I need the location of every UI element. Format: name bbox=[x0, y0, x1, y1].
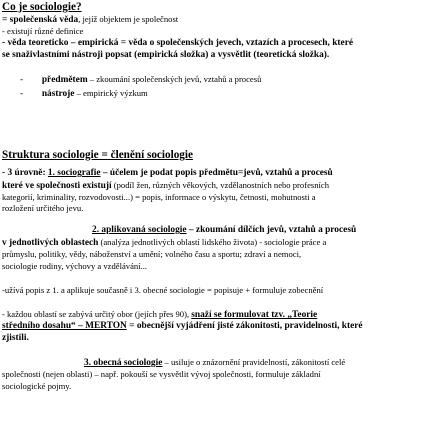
section-title-struktura: Struktura sociologie = členění sociologie bbox=[2, 149, 193, 161]
aplikovana-rest: (analýza jednotlivých oblastí lidského života) - sociologie práce a bbox=[98, 237, 327, 247]
definition-line-3: - věda teoreticko – empirická = věda o společenských jevech, vztazích a procesech, které bbox=[2, 38, 354, 48]
aplikovana-desc: – zkoumání dílčích jevů, vztahů a procesů bbox=[186, 225, 357, 235]
bullet-item-predmet bbox=[20, 75, 261, 86]
uziva-popis-line: -užívá popis z 1. a aplikuje současně i 3. obecné sociologie = popisuje + formuluje zobecnění bbox=[2, 285, 324, 295]
aplikovana-line-2 bbox=[2, 238, 326, 249]
sociografie-line-2 bbox=[2, 181, 329, 192]
obor-prefix: - každou oblastí se zabývá určitý obor (jejích přes 90), bbox=[2, 309, 192, 319]
merton-desc: = obecnější vyjádření jisté zákonitosti, pravidelnosti, které bbox=[126, 321, 363, 331]
obecna-line-3: sociologické pojmy. bbox=[2, 381, 72, 391]
definition-rest: , jejíž objektem je společnost bbox=[78, 14, 179, 24]
obecna-heading: 3. obecná sociologie bbox=[84, 358, 163, 368]
sociografie-desc: – účelem je podat popis předmětu=jevů, vztahů a procesů bbox=[100, 168, 333, 178]
obor-line-2 bbox=[2, 322, 363, 332]
sociografie-line-3: kategorií, kriminality, rozvodovosti...) = popis, informace o výskytu, četnosti, mohutnosti a bbox=[2, 192, 316, 202]
obecna-desc: – usiluje o znázornění pravidelností, zákonitostí celé bbox=[162, 357, 346, 367]
section-title-co-je-sociologie: Co je sociologie? bbox=[2, 1, 82, 13]
sociografie-line-1 bbox=[2, 169, 333, 179]
aplikovana-line-4: sociologie rodiny, výchovy a vzdělávání... bbox=[2, 261, 148, 271]
bullet-rest-predmet: – zkoumání společenských jevů, vztahů a procesů bbox=[87, 74, 262, 84]
obor-line-3: zjistili. bbox=[2, 333, 29, 343]
obor-line-1 bbox=[2, 310, 317, 321]
bullet-item-nastroje bbox=[20, 89, 148, 100]
merton-heading: středního dosahu“ – MERTON bbox=[2, 321, 127, 331]
aplikovana-bold: v jednotlivých oblastech bbox=[2, 238, 99, 248]
sociografie-rest: (podíl žen, různých věkových, vzdělanostních nebo profesních bbox=[111, 180, 330, 190]
definition-line-1 bbox=[2, 15, 178, 26]
sociografie-heading: 1. sociografie bbox=[47, 168, 101, 178]
bullet-bold-predmet: předmětem bbox=[41, 75, 88, 85]
aplikovana-line-3: průmyslu, politiky, vědy, náboženství a umění; volného času a sportu; zdraví a nemoci, bbox=[2, 249, 302, 259]
bullet-bold-nastroje: nástroje bbox=[41, 89, 75, 99]
definition-bold: = společenská věda bbox=[2, 15, 79, 25]
aplikovana-heading: 2. aplikovaná sociologie bbox=[92, 225, 187, 235]
bullet-dash: - bbox=[20, 75, 24, 85]
obecna-line-2: společnosti (nejen oblasti) – např. pokouší se vysvětlit vývoj společnosti, formuluje základní bbox=[2, 369, 321, 379]
sociografie-prefix: - 3 úrovně: bbox=[2, 168, 48, 178]
bullet-rest-nastroje: – empirický výzkum bbox=[74, 88, 148, 98]
obor-bold: snaží se formulovat tzv. „Teorie bbox=[191, 310, 318, 320]
aplikovana-line-1 bbox=[92, 226, 356, 236]
obecna-line-1 bbox=[84, 358, 345, 369]
sociografie-line-4: rozložení určitého jevu. bbox=[2, 203, 84, 213]
bullet-dash: - bbox=[20, 89, 24, 99]
definition-line-4: se snaživlastními nástroji popsat (empirická složka) a vysvětlit (teoretická složka). bbox=[2, 50, 330, 60]
sociografie-bold: které ve společnosti existují bbox=[2, 181, 112, 191]
definition-line-2: - existují různé definice bbox=[2, 26, 84, 36]
